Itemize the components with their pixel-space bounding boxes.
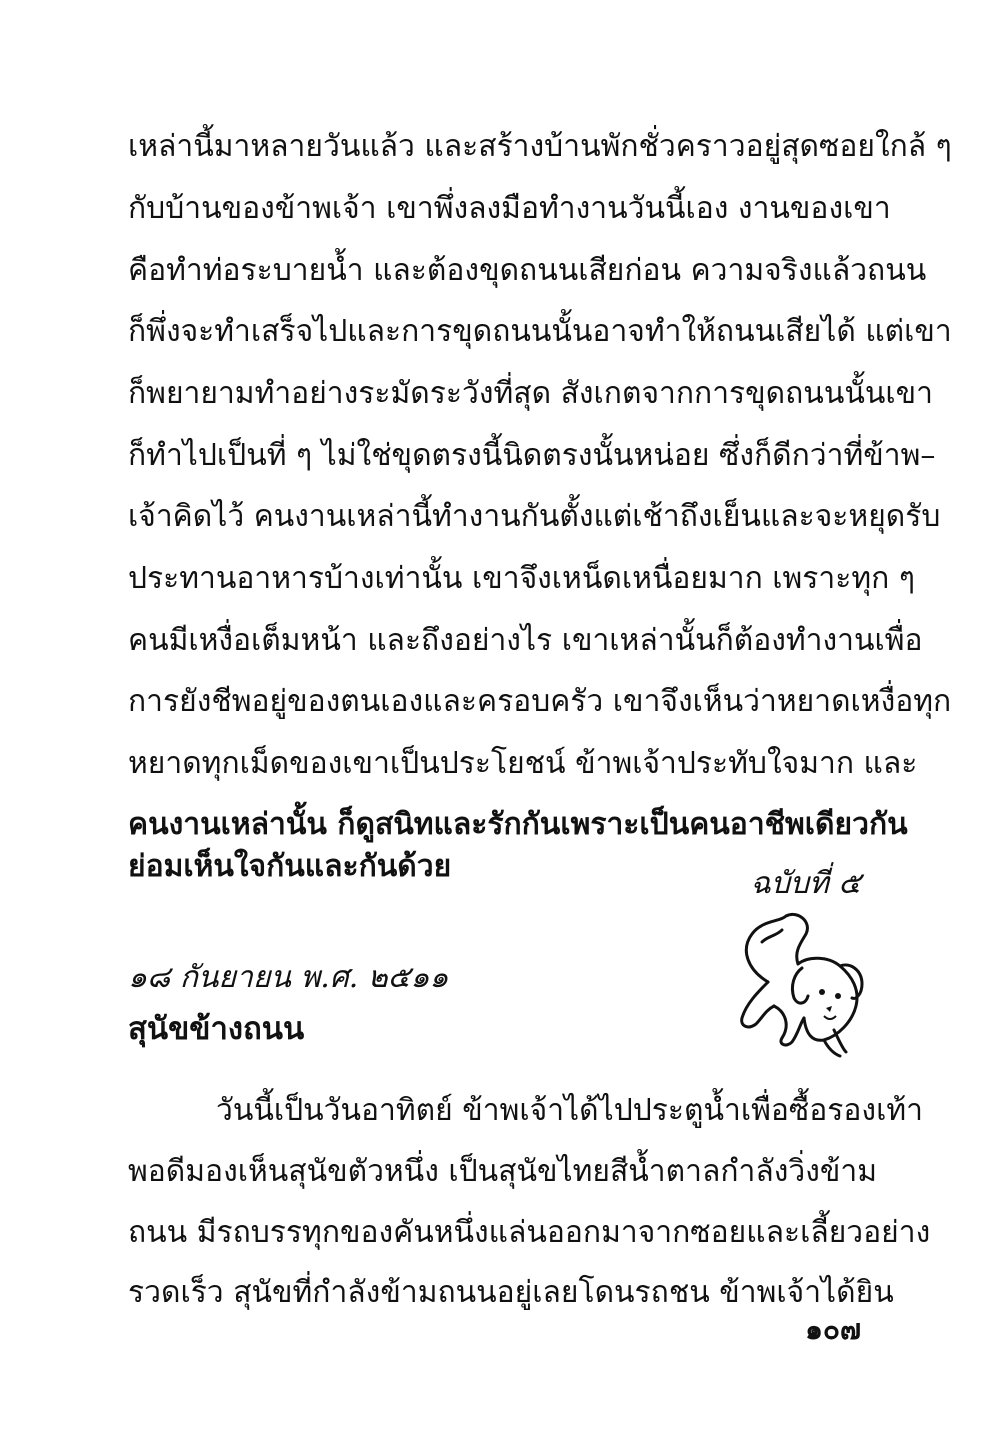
letter-date: ๑๘ กันยายน พ.ศ. ๒๕๑๑: [128, 960, 449, 995]
story-line: รวดเร็ว สุนัขที่กำลังข้ามถนนอยู่เลยโดนรถชน ข้าพเจ้าได้ยิน: [128, 1275, 894, 1310]
body-line: ย่อมเห็นใจกันและกันด้วย: [128, 849, 452, 884]
body-line: คนงานเหล่านั้น ก็ดูสนิทและรักกันเพราะเป็นคนอาชีพเดียวกัน: [128, 807, 908, 842]
body-line: คือทำท่อระบายน้ำ และต้องขุดถนนเสียก่อน ความจริงแล้วถนน: [128, 253, 927, 288]
page-number: ๑๐๗: [805, 1313, 861, 1346]
body-line: เหล่านี้มาหลายวันแล้ว และสร้างบ้านพักชั่วคราวอยู่สุดซอยใกล้ ๆ: [128, 129, 952, 164]
story-line: ถนน มีรถบรรทุกของคันหนึ่งแล่นออกมาจากซอยและเลี้ยวอย่าง: [128, 1215, 931, 1250]
running-dog-icon: [728, 912, 870, 1058]
chapter-label: ฉบับที่ ๕: [750, 866, 861, 901]
body-line: เจ้าคิดไว้ คนงานเหล่านี้ทำงานกันตั้งแต่เช้าถึงเย็นและจะหยุดรับ: [128, 499, 941, 534]
body-line: ก็พยายามทำอย่างระมัดระวังที่สุด สังเกตจากการขุดถนนนั้นเขา: [128, 376, 933, 411]
body-line: กับบ้านของข้าพเจ้า เขาพึ่งลงมือทำงานวันนี้เอง งานของเขา: [128, 191, 891, 226]
section-heading: สุนัขข้างถนน: [128, 1011, 305, 1047]
body-line: ก็ทำไปเป็นที่ ๆ ไม่ใช่ขุดตรงนี้นิดตรงนั้นหน่อย ซึ่งก็ดีกว่าที่ข้าพ–: [128, 438, 936, 473]
body-line: หยาดทุกเม็ดของเขาเป็นประโยชน์ ข้าพเจ้าประทับใจมาก และ: [128, 746, 918, 781]
story-line: พอดีมองเห็นสุนัขตัวหนึ่ง เป็นสุนัขไทยสีน้ำตาลกำลังวิ่งข้าม: [128, 1154, 877, 1189]
body-line: ประทานอาหารบ้างเท่านั้น เขาจึงเหน็ดเหนื่อยมาก เพราะทุก ๆ: [128, 561, 915, 596]
body-line: คนมีเหงื่อเต็มหน้า และถึงอย่างไร เขาเหล่านั้นก็ต้องทำงานเพื่อ: [128, 623, 923, 658]
body-line: การยังชีพอยู่ของตนเองและครอบครัว เขาจึงเห็นว่าหยาดเหงื่อทุก: [128, 684, 952, 719]
story-line: วันนี้เป็นวันอาทิตย์ ข้าพเจ้าได้ไปประตูน้ำเพื่อซื้อรองเท้า: [216, 1093, 923, 1128]
body-line: ก็พึ่งจะทำเสร็จไปและการขุดถนนนั้นอาจทำให้ถนนเสียได้ แต่เขา: [128, 314, 952, 349]
